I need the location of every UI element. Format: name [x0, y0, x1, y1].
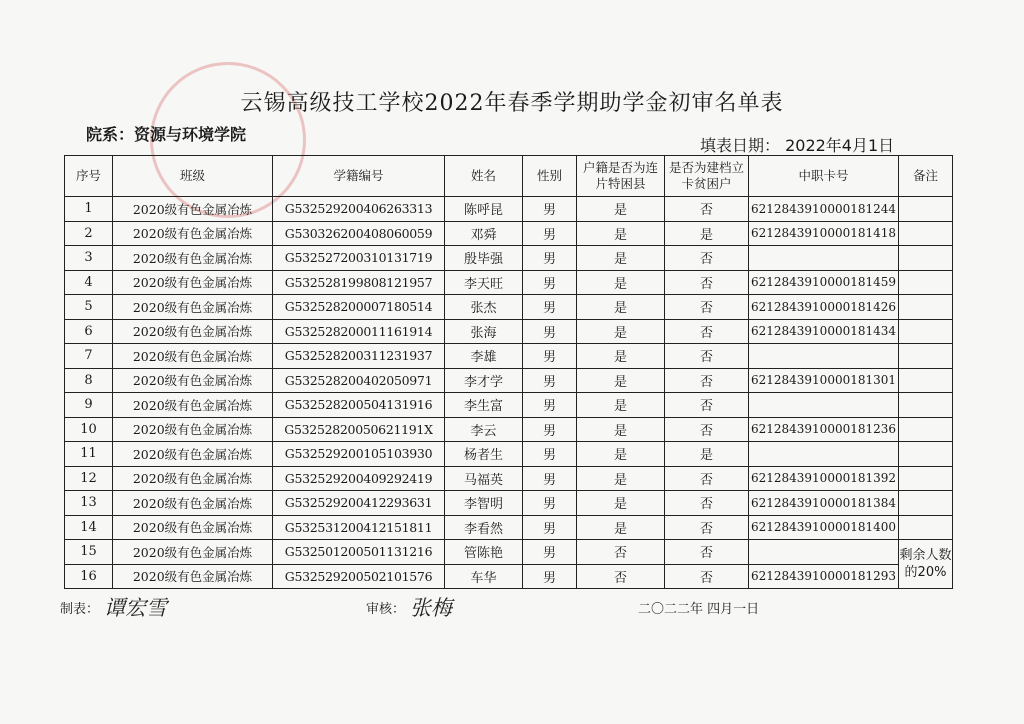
- row-gender: 男: [523, 515, 577, 540]
- row-card: 6212843910000181244: [749, 197, 899, 222]
- row-card: 6212843910000181236: [749, 417, 899, 442]
- row-contiguous-poverty: 否: [577, 564, 665, 589]
- row-no: 13: [65, 491, 113, 516]
- row-card: [749, 540, 899, 565]
- row-registered-poor: 是: [665, 221, 749, 246]
- row-registered-poor: 否: [665, 491, 749, 516]
- row-class: 2020级有色金属冶炼: [113, 442, 273, 467]
- row-name: 李云: [445, 417, 523, 442]
- table-row: [65, 221, 953, 246]
- row-class: 2020级有色金属冶炼: [113, 368, 273, 393]
- row-remark: [899, 295, 953, 320]
- department-label: 院系：资源与环境学院: [86, 125, 247, 144]
- row-no: 8: [65, 368, 113, 393]
- row-remark: [899, 515, 953, 540]
- row-remark: [899, 221, 953, 246]
- row-registered-poor: 否: [665, 393, 749, 418]
- table-row: [65, 368, 953, 393]
- row-no: 12: [65, 466, 113, 491]
- row-gender: 男: [523, 491, 577, 516]
- row-no: 3: [65, 246, 113, 271]
- row-student-id: G532528200011161914: [273, 319, 445, 344]
- fill-date-label: 填表日期： 2022年4月1日: [700, 136, 895, 155]
- row-no: 4: [65, 270, 113, 295]
- table-row: [65, 466, 953, 491]
- row-student-id: G532527200310131719: [273, 246, 445, 271]
- row-card: 6212843910000181418: [749, 221, 899, 246]
- row-no: 2: [65, 221, 113, 246]
- row-remark: [899, 344, 953, 369]
- row-contiguous-poverty: 是: [577, 344, 665, 369]
- row-registered-poor: 否: [665, 197, 749, 222]
- header-remark: 备注: [899, 156, 953, 197]
- row-class: 2020级有色金属冶炼: [113, 295, 273, 320]
- row-remark: [899, 368, 953, 393]
- row-class: 2020级有色金属冶炼: [113, 197, 273, 222]
- row-registered-poor: 否: [665, 564, 749, 589]
- row-registered-poor: 否: [665, 295, 749, 320]
- row-no: 16: [65, 564, 113, 589]
- table-row: [65, 344, 953, 369]
- reviewer-signature: 张梅: [410, 596, 452, 620]
- row-name: 李雄: [445, 344, 523, 369]
- table-row: [65, 442, 953, 467]
- row-class: 2020级有色金属冶炼: [113, 270, 273, 295]
- header-class: 班级: [113, 156, 273, 197]
- table-row: [65, 515, 953, 540]
- row-contiguous-poverty: 是: [577, 466, 665, 491]
- row-name: 邓舜: [445, 221, 523, 246]
- row-contiguous-poverty: 是: [577, 197, 665, 222]
- row-name: 李生富: [445, 393, 523, 418]
- row-contiguous-poverty: 是: [577, 319, 665, 344]
- row-name: 张海: [445, 319, 523, 344]
- row-gender: 男: [523, 564, 577, 589]
- table-row: [65, 197, 953, 222]
- row-card: [749, 442, 899, 467]
- row-student-id: G532529200105103930: [273, 442, 445, 467]
- table-row: [65, 491, 953, 516]
- row-card: 6212843910000181301: [749, 368, 899, 393]
- row-gender: 男: [523, 368, 577, 393]
- row-contiguous-poverty: 是: [577, 368, 665, 393]
- row-gender: 男: [523, 246, 577, 271]
- row-class: 2020级有色金属冶炼: [113, 491, 273, 516]
- row-class: 2020级有色金属冶炼: [113, 515, 273, 540]
- row-contiguous-poverty: 是: [577, 417, 665, 442]
- row-class: 2020级有色金属冶炼: [113, 417, 273, 442]
- row-name: 李智明: [445, 491, 523, 516]
- row-gender: 男: [523, 197, 577, 222]
- row-student-id: G532531200412151811: [273, 515, 445, 540]
- header-contiguous-poverty: 户籍是否为连片特困县: [577, 156, 665, 197]
- row-remark: [899, 417, 953, 442]
- row-gender: 男: [523, 270, 577, 295]
- row-class: 2020级有色金属冶炼: [113, 540, 273, 565]
- table-row: [65, 393, 953, 418]
- row-gender: 男: [523, 221, 577, 246]
- row-registered-poor: 否: [665, 344, 749, 369]
- row-remark: [899, 442, 953, 467]
- row-contiguous-poverty: 否: [577, 540, 665, 565]
- row-class: 2020级有色金属冶炼: [113, 319, 273, 344]
- header-student-id: 学籍编号: [273, 156, 445, 197]
- table-header-row: [65, 156, 953, 197]
- maker-label: 制表：: [60, 602, 100, 617]
- row-class: 2020级有色金属冶炼: [113, 393, 273, 418]
- row-student-id: G532528200402050971: [273, 368, 445, 393]
- row-remark: [899, 319, 953, 344]
- row-card: 6212843910000181384: [749, 491, 899, 516]
- row-name: 殷毕强: [445, 246, 523, 271]
- row-name: 车华: [445, 564, 523, 589]
- row-student-id: G532528199808121957: [273, 270, 445, 295]
- header-no: 序号: [65, 156, 113, 197]
- row-no: 5: [65, 295, 113, 320]
- row-gender: 男: [523, 417, 577, 442]
- row-contiguous-poverty: 是: [577, 295, 665, 320]
- row-name: 陈呼昆: [445, 197, 523, 222]
- row-registered-poor: 否: [665, 540, 749, 565]
- row-class: 2020级有色金属冶炼: [113, 246, 273, 271]
- header-registered-poor: 是否为建档立卡贫困户: [665, 156, 749, 197]
- row-registered-poor: 是: [665, 442, 749, 467]
- table-row: [65, 319, 953, 344]
- row-gender: 男: [523, 295, 577, 320]
- row-card: 6212843910000181293: [749, 564, 899, 589]
- row-remark: [899, 466, 953, 491]
- table-row: [65, 270, 953, 295]
- table-row: [65, 417, 953, 442]
- row-gender: 男: [523, 344, 577, 369]
- row-name: 管陈艳: [445, 540, 523, 565]
- row-card: 6212843910000181400: [749, 515, 899, 540]
- row-registered-poor: 否: [665, 466, 749, 491]
- row-remark: [899, 197, 953, 222]
- reviewer-label: 审核：: [366, 602, 406, 617]
- row-no: 1: [65, 197, 113, 222]
- row-card: 6212843910000181426: [749, 295, 899, 320]
- row-student-id: G532529200502101576: [273, 564, 445, 589]
- row-name: 李看然: [445, 515, 523, 540]
- row-gender: 男: [523, 442, 577, 467]
- header-name: 姓名: [445, 156, 523, 197]
- row-student-id: G532528200504131916: [273, 393, 445, 418]
- row-class: 2020级有色金属冶炼: [113, 466, 273, 491]
- row-student-id: G532528200311231937: [273, 344, 445, 369]
- row-card: [749, 246, 899, 271]
- row-student-id: G53252820050621191X: [273, 417, 445, 442]
- row-gender: 男: [523, 466, 577, 491]
- table-row: [65, 295, 953, 320]
- header-card: 中职卡号: [749, 156, 899, 197]
- row-student-id: G532501200501131216: [273, 540, 445, 565]
- row-card: 6212843910000181434: [749, 319, 899, 344]
- row-remark: [899, 270, 953, 295]
- row-student-id: G532529200406263313: [273, 197, 445, 222]
- row-contiguous-poverty: 是: [577, 270, 665, 295]
- footer-date: 二〇二二年 四月一日: [638, 602, 760, 617]
- row-registered-poor: 否: [665, 319, 749, 344]
- row-card: [749, 393, 899, 418]
- row-no: 14: [65, 515, 113, 540]
- row-remark: [899, 393, 953, 418]
- row-name: 李才学: [445, 368, 523, 393]
- row-student-id: G530326200408060059: [273, 221, 445, 246]
- row-class: 2020级有色金属冶炼: [113, 221, 273, 246]
- header-gender: 性别: [523, 156, 577, 197]
- row-name: 杨者生: [445, 442, 523, 467]
- row-contiguous-poverty: 是: [577, 442, 665, 467]
- row-no: 7: [65, 344, 113, 369]
- row-registered-poor: 否: [665, 417, 749, 442]
- maker-signature: 谭宏雪: [104, 596, 167, 620]
- row-registered-poor: 否: [665, 270, 749, 295]
- row-contiguous-poverty: 是: [577, 515, 665, 540]
- row-card: 6212843910000181459: [749, 270, 899, 295]
- table-row: [65, 540, 953, 565]
- row-student-id: G532528200007180514: [273, 295, 445, 320]
- row-registered-poor: 否: [665, 246, 749, 271]
- row-no: 15: [65, 540, 113, 565]
- row-student-id: G532529200409292419: [273, 466, 445, 491]
- table-row: [65, 564, 953, 589]
- row-name: 马福英: [445, 466, 523, 491]
- row-no: 9: [65, 393, 113, 418]
- row-card: [749, 344, 899, 369]
- row-remark: 剩余人数的20%: [899, 540, 953, 589]
- subsidy-list-table: [64, 155, 953, 589]
- row-remark: [899, 491, 953, 516]
- row-gender: 男: [523, 540, 577, 565]
- row-registered-poor: 否: [665, 368, 749, 393]
- row-class: 2020级有色金属冶炼: [113, 344, 273, 369]
- row-student-id: G532529200412293631: [273, 491, 445, 516]
- row-remark: [899, 246, 953, 271]
- row-no: 6: [65, 319, 113, 344]
- row-contiguous-poverty: 是: [577, 221, 665, 246]
- row-gender: 男: [523, 319, 577, 344]
- table-row: [65, 246, 953, 271]
- row-no: 10: [65, 417, 113, 442]
- row-name: 张杰: [445, 295, 523, 320]
- row-registered-poor: 否: [665, 515, 749, 540]
- row-gender: 男: [523, 393, 577, 418]
- page-title: 云锡高级技工学校2022年春季学期助学金初审名单表: [240, 91, 784, 116]
- row-name: 李天旺: [445, 270, 523, 295]
- row-card: 6212843910000181392: [749, 466, 899, 491]
- row-contiguous-poverty: 是: [577, 491, 665, 516]
- row-no: 11: [65, 442, 113, 467]
- row-contiguous-poverty: 是: [577, 393, 665, 418]
- row-contiguous-poverty: 是: [577, 246, 665, 271]
- row-class: 2020级有色金属冶炼: [113, 564, 273, 589]
